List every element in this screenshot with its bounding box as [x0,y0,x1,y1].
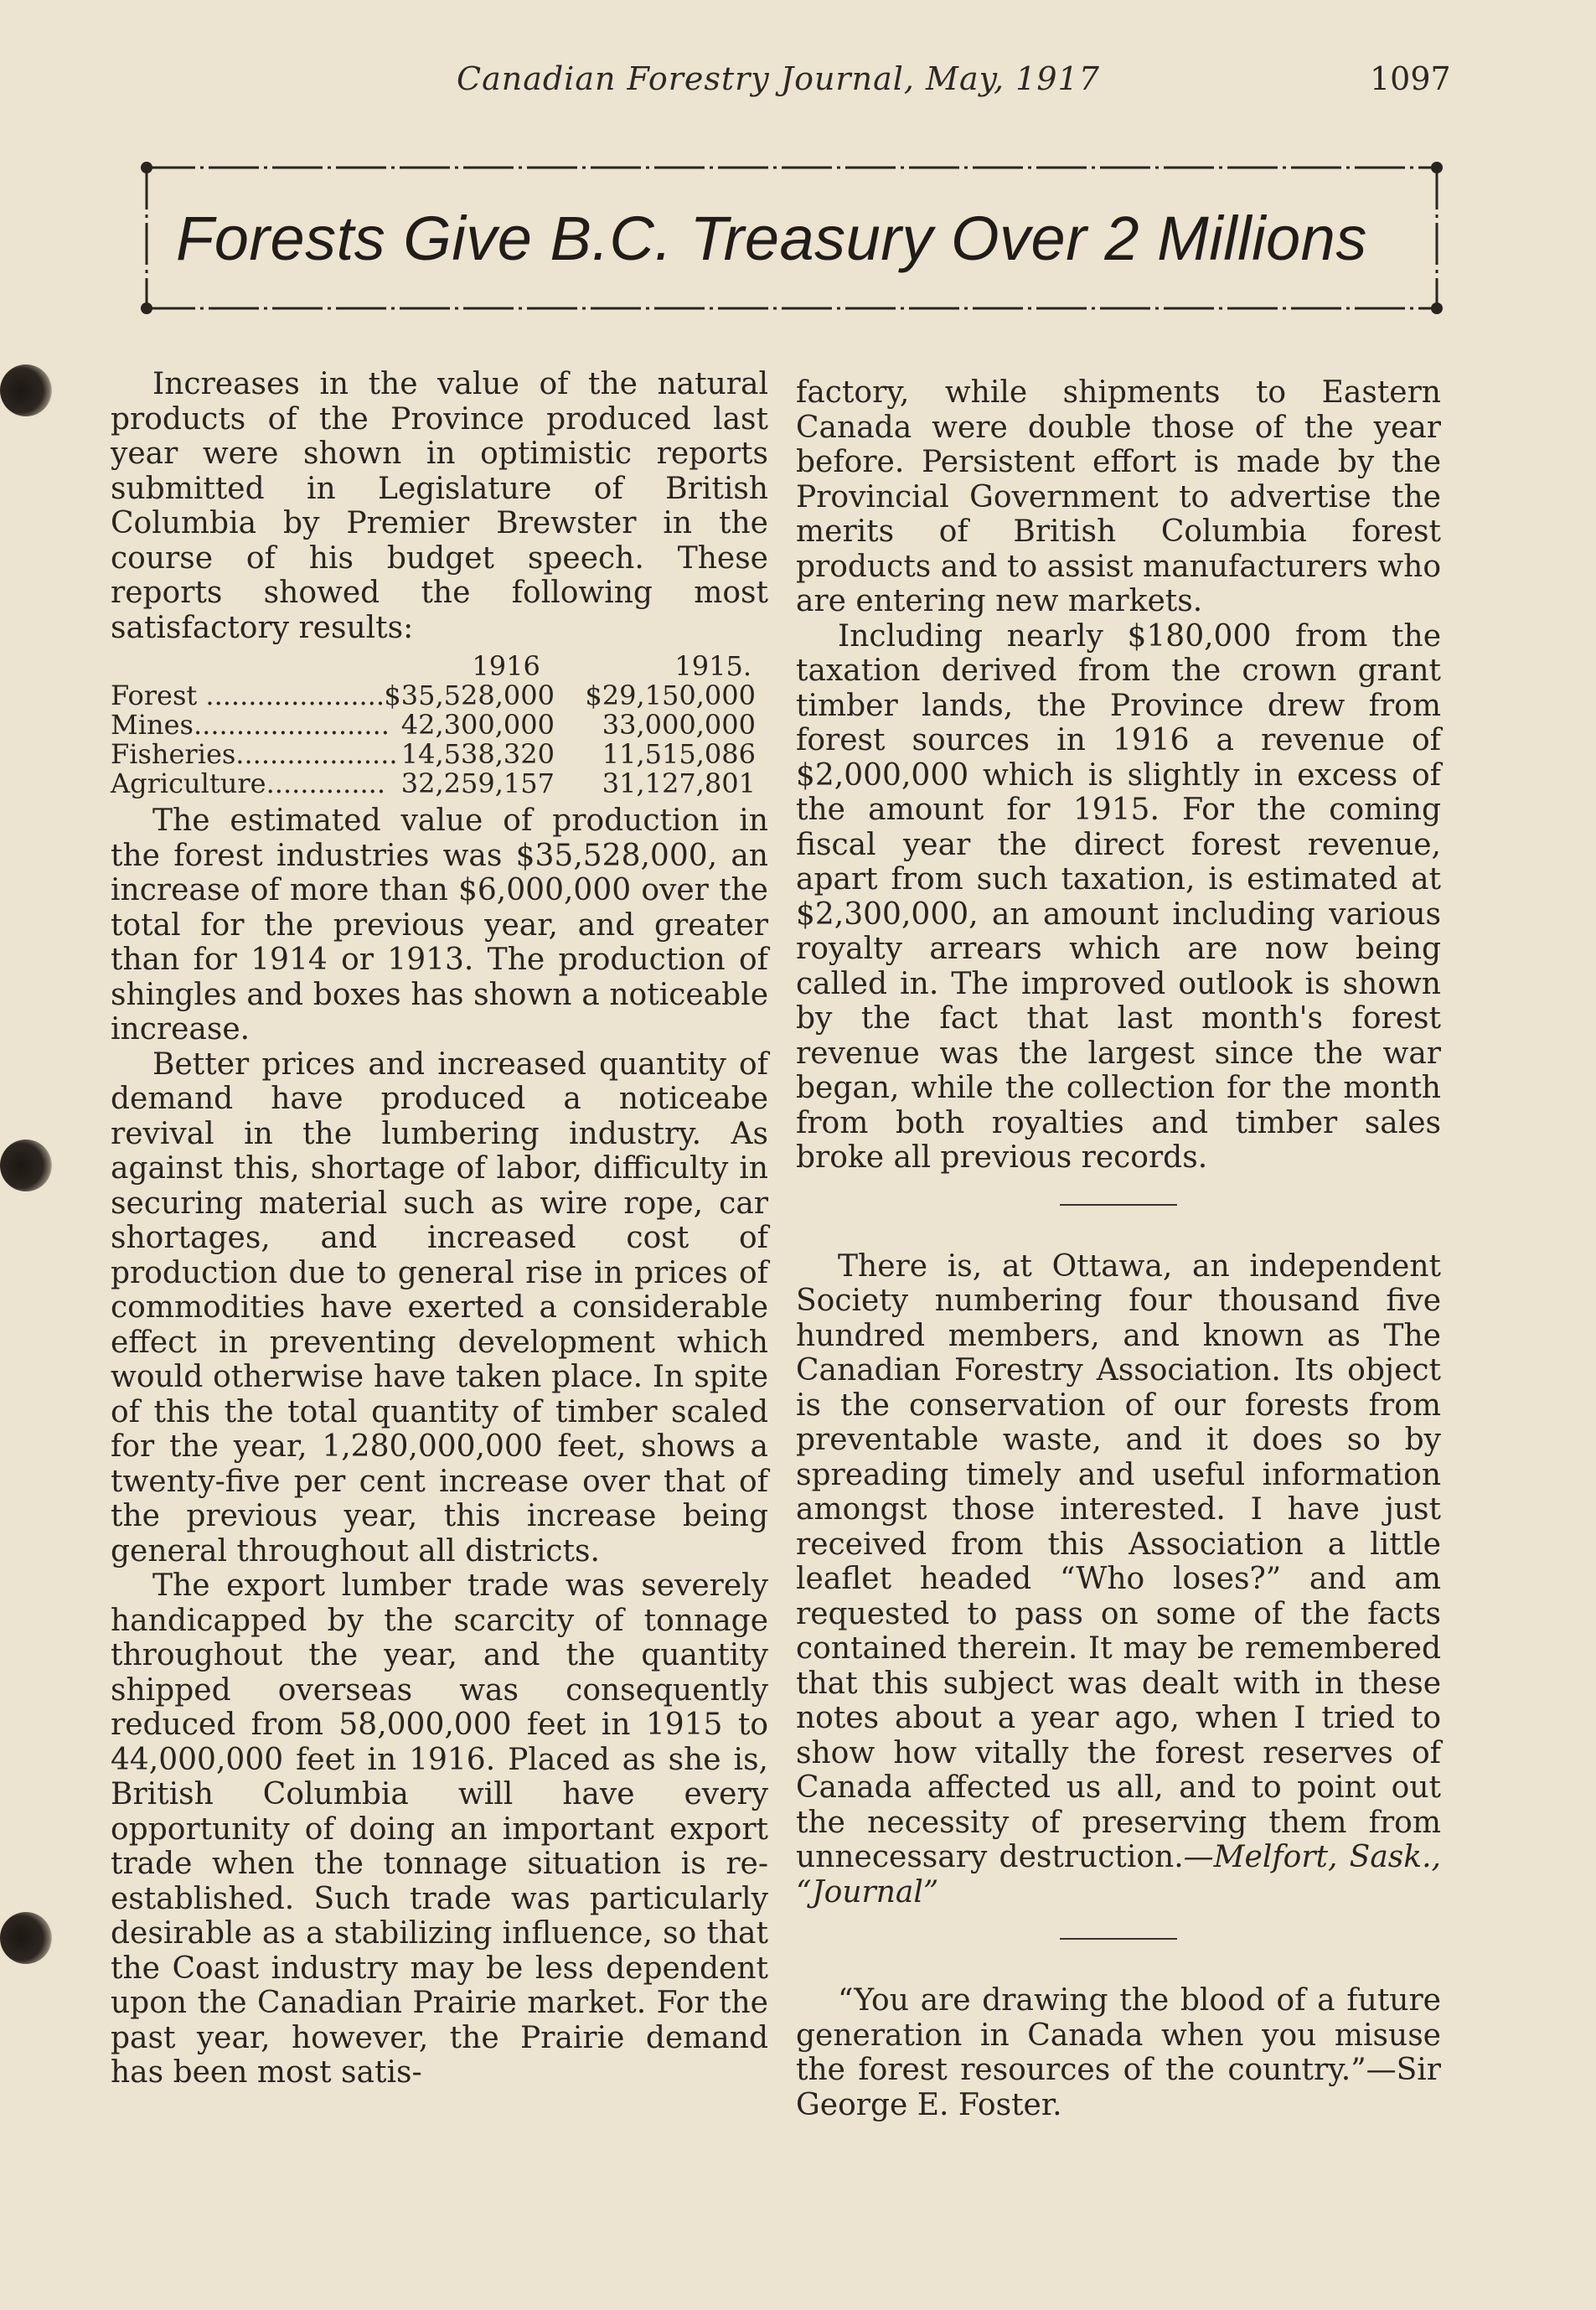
table-header-row [111,652,768,681]
article-title: Forests Give B.C. Treasury Over 2 Millions [176,204,1367,273]
table-cell: $29,150,000 [585,680,756,711]
binding-hole [0,1139,52,1191]
row-label: Forest [111,680,198,711]
body-paragraph: The estimated value of production in the forest industries was $35,528,000, an increase of more than $6,000,000 over the total for the previous year, and greater than for 1914 or 1913. The production of shingles and boxes has shown a noticeable increase. [111,804,768,1046]
running-head: Canadian Forestry Journal, May, 1917 [457,60,1100,97]
quote-text: “You are drawing the blood of a future generation in Canada when you misuse the forest resources of the country.” [796,1983,1441,2087]
table-row: Agriculture.............. 32,259,157 31,127,801 [111,767,756,799]
ottawa-item [796,1249,1441,1910]
table-cell: 33,000,000 [602,709,756,741]
binding-hole [0,364,52,416]
table-cell: 42,300,000 [400,709,555,741]
table-cell: 11,515,086 [602,738,756,770]
row-label: Agriculture [111,767,266,799]
column-header: 1915. [674,650,752,682]
column-header: 1916 [472,650,540,682]
page-number: 1097 [1370,60,1451,97]
table-row: Fisheries................... 14,538,320 11,515,086 [111,738,756,770]
table-cell: 31,127,801 [602,767,756,799]
right-column [796,375,1441,2122]
ottawa-item-text: There is, at Ottawa, an independent Society numbering four thousand five hundred members, and known as The Canadian Forestry Association. Its object is the conservation of our forests from preventable waste, and it does so by spreading timely and useful information amongst those interested. I have just received from this Association a little leaflet headed “Who loses?” and am requested to pass on some of the facts contained therein. It may be remembered that this subject was dealt with in these notes about a year ago, when I tried to show how vitally the forest reserves of Canada affected us all, and to point out the necessity of preserving them from unnecessary destruction. [796,1248,1441,1874]
table-cell: $35,528,000 [384,680,555,711]
table-cell: 14,538,320 [400,738,555,770]
page-header [0,60,1596,119]
row-label: Fisheries [111,738,236,770]
body-paragraph: The export lumber trade was severely handicapped by the scarcity of tonnage throughout the year, and the quantity shipped overseas was consequently reduced from 58,000,000 feet in 1915 to 44,000,000 feet in 1916. Placed as she is, British Columbia will have every opportunity of doing an important export trade when the tonnage situation is re-established. Such trade was particularly desirable as a stabilizing influence, so that the Coast industry may be less dependent upon the Canadian Prairie market. For the past year, however, the Prairie demand has been most satis- [111,1568,768,2090]
quote-attribution: —Sir George E. Foster. [796,2053,1441,2122]
title-box [138,159,1445,317]
foster-quote [796,1983,1441,2122]
table-row: Forest ..................... $35,528,000 $29,150,000 [111,680,756,711]
binding-hole [0,1912,52,1964]
left-column [111,367,768,2090]
intro-paragraph: Increases in the value of the natural products of the Province produced last year were shown in optimistic reports submitted in Legislature of British Columbia by Premier Brewster in the course of his budget speech. These reports showed the following most satisfactory results: [111,367,768,645]
body-paragraph: factory, while shipments to Eastern Canada were double those of the year before. Persistent effort is made by the Provincial Government to advertise the merits of British Columbia forest products and to assist manufacturers who are entering new markets. [796,375,1441,618]
production-table [111,652,768,798]
section-divider [1060,1938,1177,1940]
table-row: Mines....................... 42,300,000 33,000,000 [111,709,756,741]
body-paragraph: Better prices and increased quantity of demand have produced a noticeabe revival in the lumbering industry. As against this, shortage of labor, difficulty in securing material such as wire rope, car shortages, and increased cost of production due to general rise in prices of commodities have exerted a considerable effect in preventing development which would otherwise have taken place. In spite of this the total quantity of timber scaled for the year, 1,280,000,000 feet, shows a twenty-five per cent increase over that of the previous year, this increase being general throughout all districts. [111,1046,768,1568]
body-paragraph: Including nearly $180,000 from the taxation derived from the crown grant timber lands, the Province drew from forest sources in 1916 a revenue of $2,000,000 which is slightly in excess of the amount for 1915. For the coming fiscal year the direct forest revenue, apart from such taxation, is estimated at $2,300,000, an amount including various royalty arrears which are now being called in. The improved outlook is shown by the fact that last month's forest revenue was the largest since the war began, while the collection for the month from both royalties and timber sales broke all previous records. [796,618,1441,1175]
table-cell: 32,259,157 [400,767,555,799]
section-divider [1060,1204,1177,1206]
row-label: Mines [111,709,194,741]
ottawa-item-attribution: —Melfort, Sask., “Journal” [796,1840,1441,1909]
